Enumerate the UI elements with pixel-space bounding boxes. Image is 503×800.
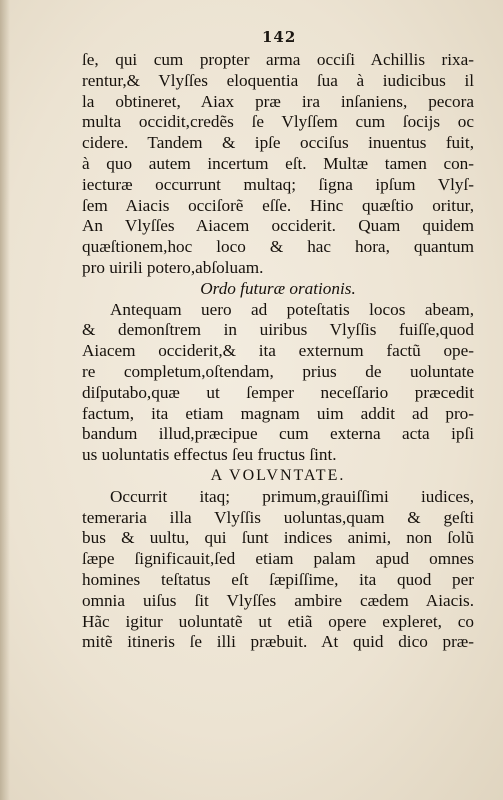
text-line: us uoluntatis effectus ſeu fructus ſint. — [82, 445, 337, 465]
text-line: bandum illud,præcipue cum externa acta ipſi — [82, 424, 474, 444]
text-line: Occurrit itaq; primum,grauiſſimi iudices, — [110, 486, 474, 506]
text-line: Aiacem occiderit,& ita externum factũ ope- — [82, 341, 474, 361]
text-line: An Vlyſſes Aiacem occiderit. Quam quidem — [82, 216, 474, 236]
text-line: & demonſtrem in uiribus Vlyſſis fuiſſe,quod — [82, 320, 474, 340]
text-line: Antequam uero ad poteſtatis locos abeam, — [110, 299, 474, 319]
text-line: quæſtionem,hoc loco & hac hora, quantum — [82, 237, 474, 257]
text-line: pro uirili potero,abſoluam. — [82, 257, 264, 277]
text-line: re completum,oſtendam, prius de uoluntate — [82, 361, 474, 381]
text-line: iecturæ occurrunt multaq; ſigna ipſum Vlyſ- — [82, 174, 474, 194]
text-line: à quo autem incertum eſt. Multæ tamen con- — [82, 153, 474, 173]
text-line: cidere. Tandem & ipſe occiſus inuentus fuit, — [82, 133, 474, 153]
text-line: Hãc igitur uoluntatẽ ut etiã opere expleret, co — [82, 611, 474, 631]
text-line: mitẽ itineris ſe illi præbuit. At quid dico præ- — [82, 632, 474, 652]
section-heading: Ordo futuræ orationis. — [200, 278, 356, 298]
body-text — [82, 50, 474, 653]
text-line: diſputabo,quæ ut ſemper neceſſario præcedit — [82, 382, 474, 402]
text-line: ſe, qui cum propter arma occiſi Achillis rixa- — [82, 50, 474, 69]
text-line: bus & uultu, qui ſunt indices animi, non ſolũ — [82, 528, 474, 548]
section-heading: A VOLVNTATE. — [210, 466, 346, 484]
text-line: ſæpe ſignificauit,ſed etiam palam apud omnes — [82, 549, 474, 569]
text-line: multa occidit,credẽs ſe Vlyſſem cum ſocijs oc — [82, 112, 474, 132]
text-line: factum, ita etiam magnam uim addit ad pro- — [82, 403, 474, 423]
text-line: la obtineret, Aiax præ ira inſaniens, pecora — [82, 91, 474, 111]
text-line: omnia uiſus ſit Vlyſſes ambire cædem Aiacis. — [82, 590, 474, 610]
text-line: homines teſtatus eſt ſæpiſſime, ita quod per — [82, 569, 474, 589]
text-line: rentur,& Vlyſſes eloquentia ſua à iudicibus il — [82, 70, 474, 90]
text-line: ſem Aiacis occiſorẽ eſſe. Hinc quæſtio oritur, — [82, 195, 474, 215]
text-line: temeraria illa Vlyſſis uoluntas,quam & geſti — [82, 507, 474, 527]
page-number: 142 — [262, 28, 297, 46]
